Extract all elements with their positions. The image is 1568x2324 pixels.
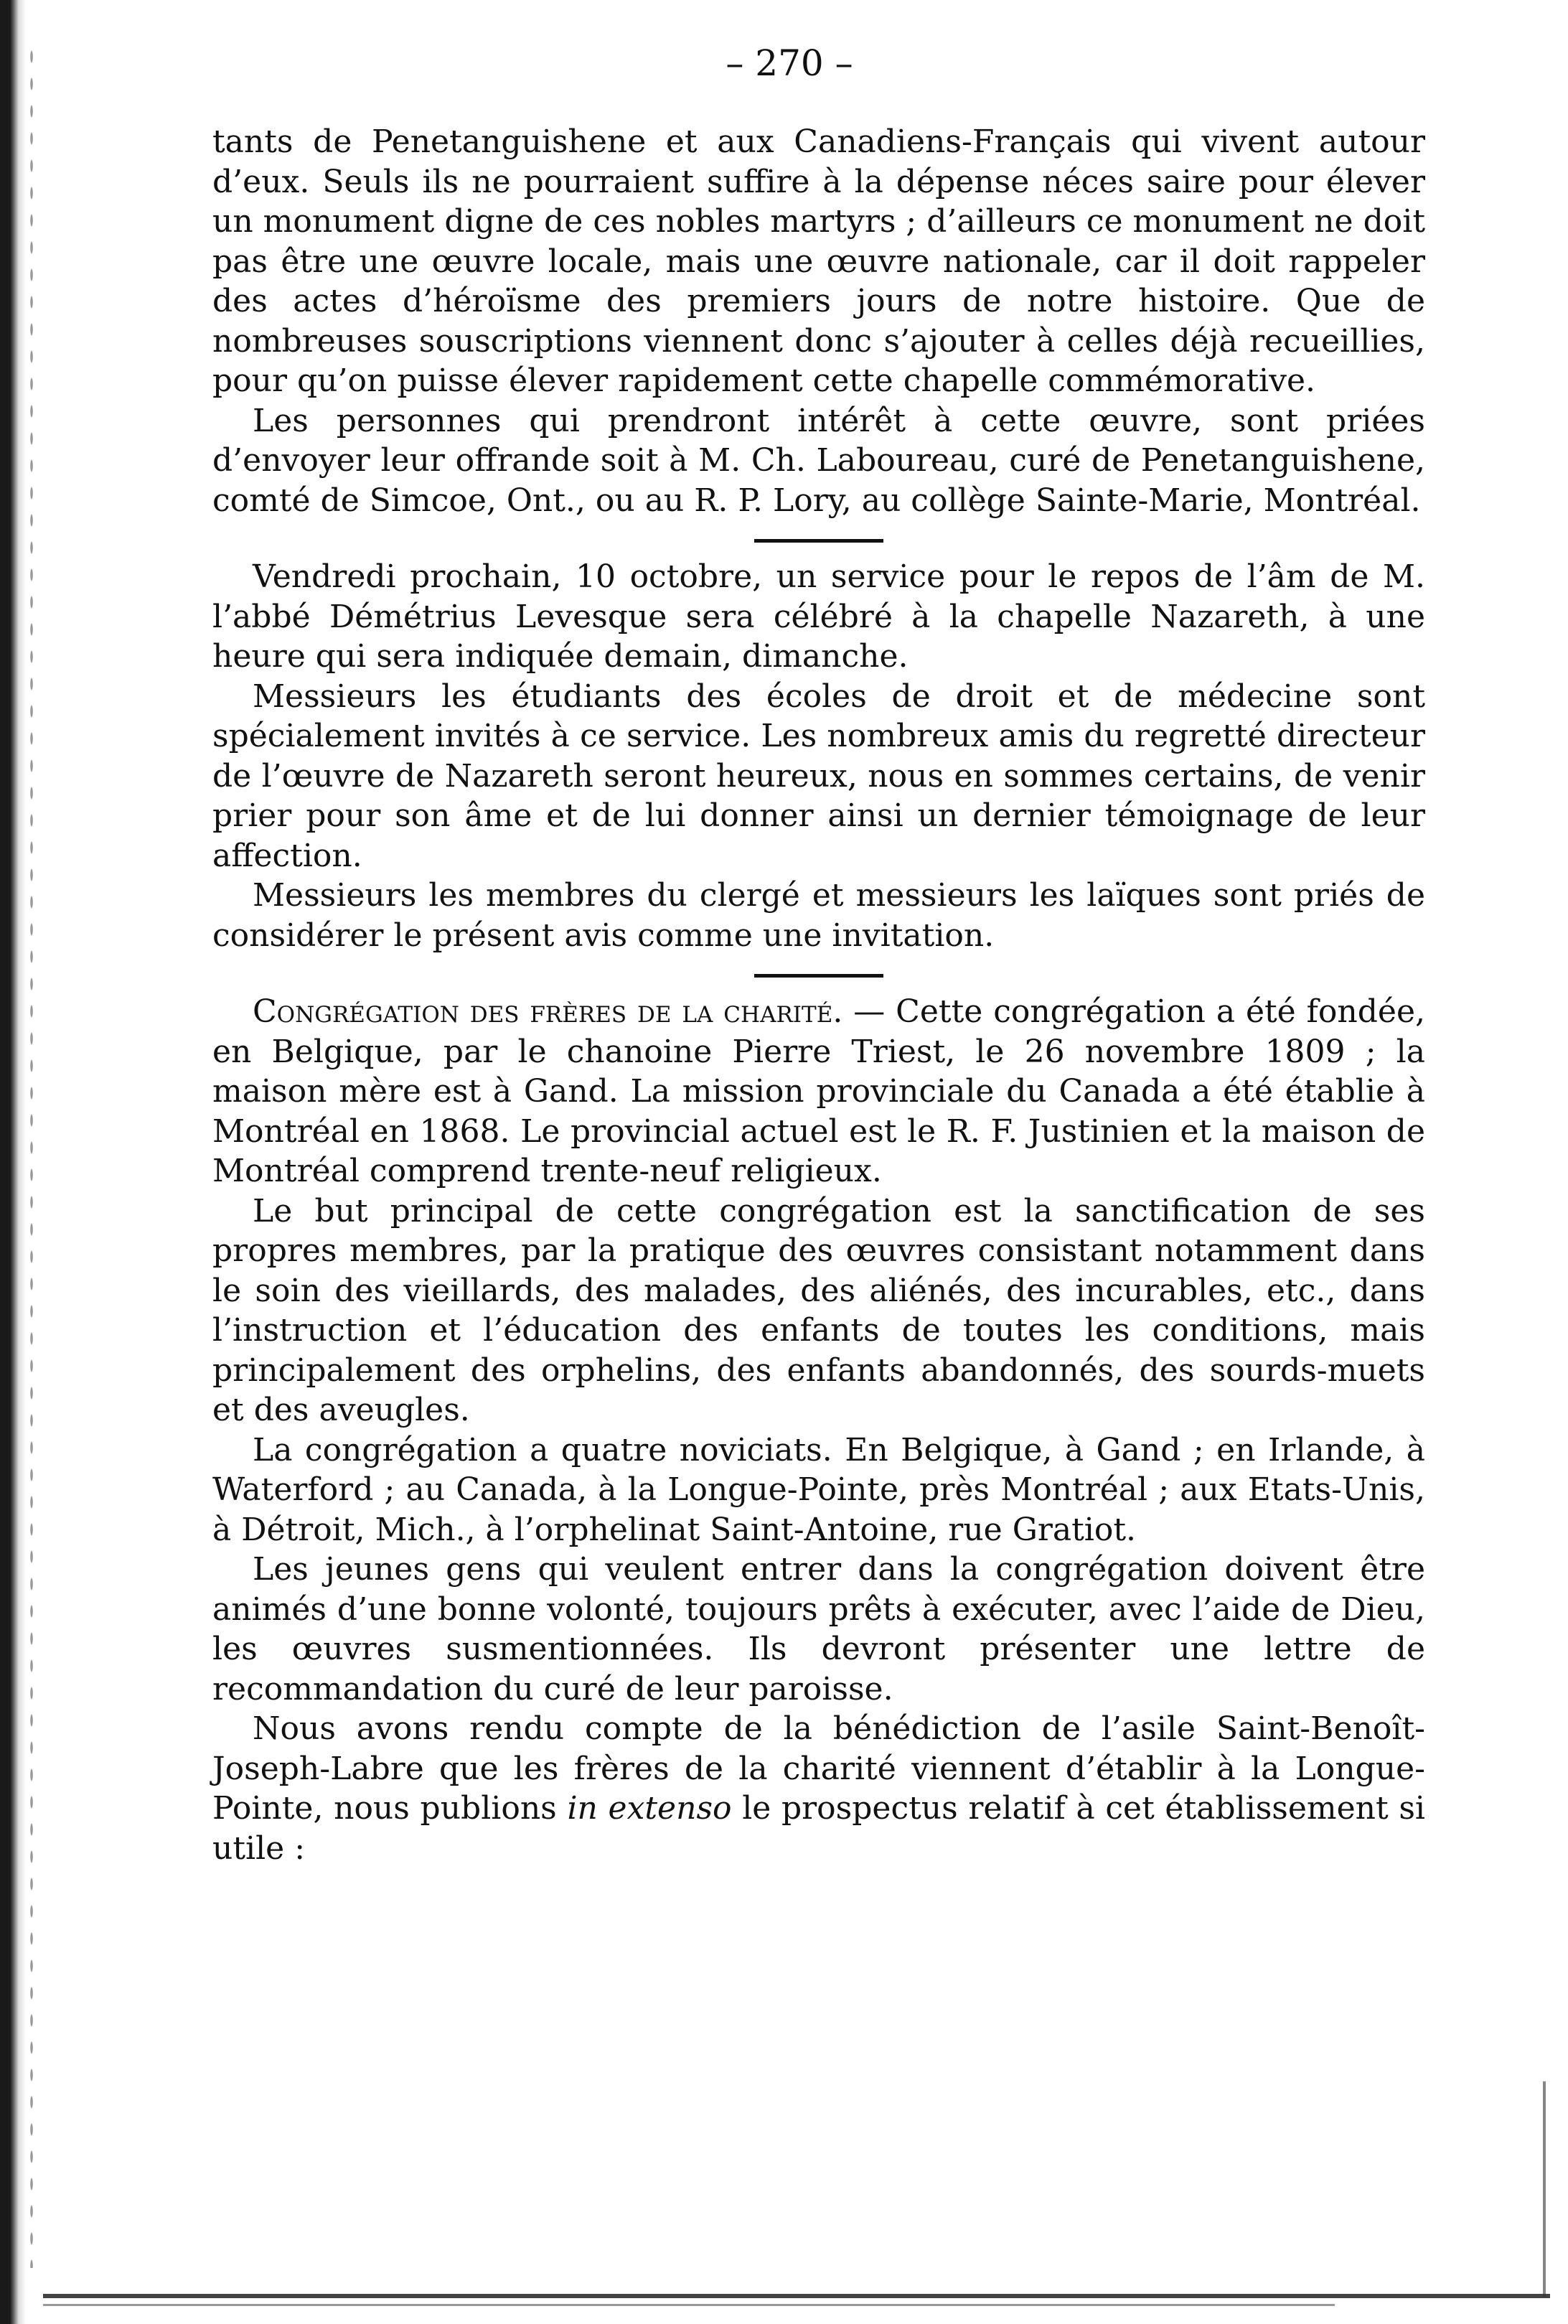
article-text (212, 122, 1425, 1868)
paragraph-text: Nous avons rendu compte de la bénédiction de l’asile Saint-Benoît-Joseph-Labre que les frères de la charité viennent d’établir à la Longue-Pointe, nous publions (212, 1710, 1425, 1827)
right-page-edge (1543, 2081, 1546, 2297)
bottom-page-edge-shadow (43, 2304, 1335, 2306)
section-heading: Congrégation des frères de la charité. (253, 993, 843, 1030)
paragraph: Le but principal de cette congrégation est la sanctification de ses propres membres, par la pratique des œuvres consistant notamment dans le soin des vieillards, des malades, des aliénés, des incurables, etc., dans l’instruction et l’éducation des enfants de toutes les conditions, mais principalement des orphelins, des enfants abandonnés, des sourds-muets et des aveugles. (212, 1192, 1425, 1428)
paragraph: Vendredi prochain, 10 octobre, un service pour le repos de l’âm de M. l’abbé Démétrius Levesque sera célébré à la chapelle Nazareth, à une heure qui sera indiquée demain, dimanche. (212, 558, 1425, 675)
paragraph: Messieurs les étudiants des écoles de droit et de médecine sont spécialement invités à ce service. Les nombreux amis du regretté directeur de l’œuvre de Nazareth seront heureux, nous en sommes certains, de venir prier pour son âme et de lui donner ainsi un dernier témoignage de leur affection. (212, 678, 1425, 874)
italic-phrase: in extenso (567, 1790, 732, 1827)
section-divider (754, 539, 883, 543)
bottom-page-edge (43, 2294, 1550, 2298)
binding-edge (0, 0, 26, 2324)
section-divider (754, 974, 883, 978)
page-number: – 270 – (726, 42, 853, 84)
paragraph (212, 1709, 1425, 1868)
paragraph: La congrégation a quatre noviciats. En Belgique, à Gand ; en Irlande, à Waterford ; au Canada, à la Longue-Pointe, près Montréal ; aux Etats-Unis, à Détroit, Mich., à l’orphelinat Saint-Antoine, rue Gratiot. (212, 1431, 1425, 1548)
paragraph (212, 992, 1425, 1191)
paragraph: Les personnes qui prendront intérêt à cette œuvre, sont priées d’envoyer leur offrande soit à M. Ch. Laboureau, curé de Penetanguishene, comté de Simcoe, Ont., ou au R. P. Lory, au collège Sainte-Marie, Montréal. (212, 402, 1425, 519)
binding-stitch-marks (29, 43, 34, 2268)
paragraph: Les jeunes gens qui veulent entrer dans la congrégation doivent être animés d’une bonne volonté, toujours prêts à exécuter, avec l’aide de Dieu, les œuvres susmentionnées. Ils devront présenter une lettre de recommandation du curé de leur paroisse. (212, 1551, 1425, 1707)
paragraph-text: — Cette congrégation a été fondée, en Belgique, par le chanoine Pierre Triest, le 26 novembre 1809 ; la maison mère est à Gand. La mission provinciale du Canada a été établie à Montréal en 1868. Le provincial actuel est le R. F. Justinien et la maison de Montréal comprend trente-neuf religieux. (212, 993, 1425, 1189)
paragraph: Messieurs les membres du clergé et messieurs les laïques sont priés de considérer le présent avis comme une invitation. (212, 877, 1425, 954)
paragraph-text: le prospectus relatif à cet établissement si utile : (212, 1790, 1425, 1867)
paragraph: tants de Penetanguishene et aux Canadiens-Français qui vivent autour d’eux. Seuls ils ne pourraient suffire à la dépense néces saire pour élever un monument digne de ces nobles martyrs ; d’ailleurs ce monument ne doit pas être une œuvre locale, mais une œuvre nationale, car il doit rappeler des actes d’héroïsme des premiers jours de notre histoire. Que de nombreuses souscriptions viennent donc s’ajouter à celles déjà recueillies, pour qu’on puisse élever rapidement cette chapelle commémorative. (212, 123, 1425, 399)
